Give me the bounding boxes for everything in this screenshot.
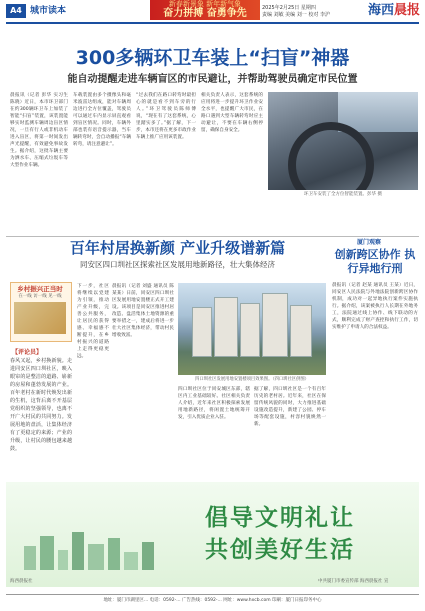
subheadline-2: 同安区四口圳社区探索社区发展用地新路径，壮大集体经济 [80, 260, 275, 269]
logo-accent: 晨报 [393, 3, 420, 18]
story2-col4: 下一步，社区将继续以党建为引领，推动产业升级，完善公共服务，让居民的获得感、幸福感不断提升，在乡村振兴的道路上走得更稳更远。 [77, 284, 109, 359]
building-shape [262, 293, 288, 357]
newspaper-logo [346, 2, 420, 20]
slogan-line-1: 倡导文明礼让 [205, 504, 355, 531]
story1-col1: 晨报讯（记者 彭华 实习生 陈晓）近日，本市环卫部门在约300辆环卫车上加装了智能“扫盲”装置，该装置能够实时监测车辆周边盲区情况，一旦有行人或非机动车进入盲区，将第一时间发出声光提醒，有效避免事故发生。据介绍，这批车辆主要为洒水车、压缩式垃圾车等大型作业车辆。 [10, 93, 68, 168]
building-shape [290, 305, 312, 357]
building-shape [192, 307, 212, 357]
section-title: 城市读本 [30, 6, 67, 16]
editor-text: 责编 刘敏 美编 刘一 校对 李沪 [262, 12, 330, 18]
building-shape [240, 303, 260, 357]
story1-photo [268, 92, 418, 190]
story2-col2: 四口圳社区位于同安城区东部，辖区内工业基础较好。社区相关负责人介绍，近年来社区积极探索发展用地新路径，将闲置土地统筹开发，引入优质企业入驻。 [178, 387, 250, 420]
story1-photo-caption: 环卫车安装了全方位智能装置。彭华 摄 [304, 192, 382, 197]
banner-main-text: 奋力拼搏 奋勇争先 [163, 8, 247, 19]
banner-left-note: 海西晨报社 [10, 579, 33, 584]
side-column-tag: 厦门观察 [357, 239, 382, 246]
feature-box-title: 乡村振兴正当时 [17, 285, 63, 293]
slogan-line-2: 共创美好生活 [205, 536, 355, 563]
story1-col3: “过去我们在路口转弯时最担心的就是看不到车旁的行人。”环卫驾驶员陈师傅说，“现在有了这套系统，心里踏实多了。”据了解，下一步，本市还将在更多市政作业车辆上推广应用该装置。 [136, 93, 196, 140]
story2-col3: 据了解，四口圳社区是一个有百年历史的老村居。近年来，社区在保留传统风貌的同时，大力推进基础设施改造提升，新建了公园、停车场等配套设施，村容村貌焕然一新。 [254, 387, 326, 427]
section-divider [6, 236, 419, 237]
side-column-body: 晨报讯（记者 赵某 通讯员 王某）近日，同安区人民法院与外地法院创新跨区协作机制，成功对一起异地执行案件实施执行。据介绍，该案被执行人长期在外地务工，法院通过线上协作、线下联动的方式，顺利完成了财产查控和执行工作，切实维护了申请人的合法权益。 [332, 283, 418, 330]
story1-col4: 相关负责人表示，这套系统的应用将进一步提升环卫作业安全水平，也提醒广大市民，在路口遇到大型车辆转弯时应主动避让，不要在车辆右侧停留，确保自身安全。 [201, 93, 263, 133]
banner-top-text: 新春新景象 新年新气象 [168, 0, 242, 8]
headline-2: 百年村居换新颜 产业升级谱新篇 [69, 239, 286, 257]
commentary-tag: 【评论员】 [12, 349, 43, 356]
steering-wheel-shape [288, 122, 374, 190]
story2-col1: 晨报讯（记者 刘盛 通讯员 陈某某）日前，同安区四口圳社区发展用地安置楼正式开工建设。该项目是同安区推进村居改造、盘活集体土地资源的重要举措之一，建成后将进一步壮大社区集体经济，带动村民增收致富。 [112, 284, 174, 338]
feature-box-subtitle: 在一线 访一线 见一线 [18, 294, 62, 299]
header-rule [6, 22, 419, 24]
headline-1: 300多辆环卫车装上“扫盲”神器 [75, 47, 350, 69]
banner-right-note: 中共厦门市委宣传部 海西晨报社 宣 [318, 579, 389, 584]
building-shape [214, 297, 238, 357]
subheadline-1: 能自动提醒走进车辆盲区的市民避让，并帮助驾驶员确定市民位置 [67, 74, 358, 85]
dateline [262, 5, 342, 19]
story1-col2: 车载装置由多个摄像头和毫米波雷达组成，能对车辆周边进行全方位覆盖，驾驶员可以通过车内显示屏直观看到盲区情况。同时，车辆外部也装有语音提示器，当车辆转弯时，会自动播报“车辆转弯，请注意避让”。 [73, 93, 131, 147]
footer-info-line: 地址：厦门市湖里区... 电话：0592-... 广告热线：0592-... 网址：www.hxcb.com 印刷：厦门日报印务中心 [6, 594, 419, 609]
date-text: 2025年2月25日 星期四 [262, 5, 316, 11]
commentary-body: 春风又起，乡村换新貌。走进同安区四口圳社区，映入眼帘的是整洁的道路、崭新的房屋和蓬勃发展的产业。百年老村在新时代焕发出新的生机，这背后离不开基层党组织的坚强领导，也离不开广大村民的共同努力。发展用地的盘活，让集体经济有了更稳定的来源；产业的升级，让村民的腰包越来越鼓。 [10, 358, 72, 452]
side-column-headline: 创新跨区协作 执行异地行刑 [334, 248, 416, 275]
feature-box-image [14, 302, 66, 334]
logo-main: 海西 [367, 3, 394, 18]
header-banner [150, 0, 260, 20]
page-number-tag: A4 [6, 4, 26, 18]
story2-photo [178, 283, 326, 375]
story2-photo-caption: 四口圳社区发展用地安置楼项目效果图。（四口圳社区供图） [195, 377, 309, 382]
city-skyline-illustration [20, 526, 160, 570]
